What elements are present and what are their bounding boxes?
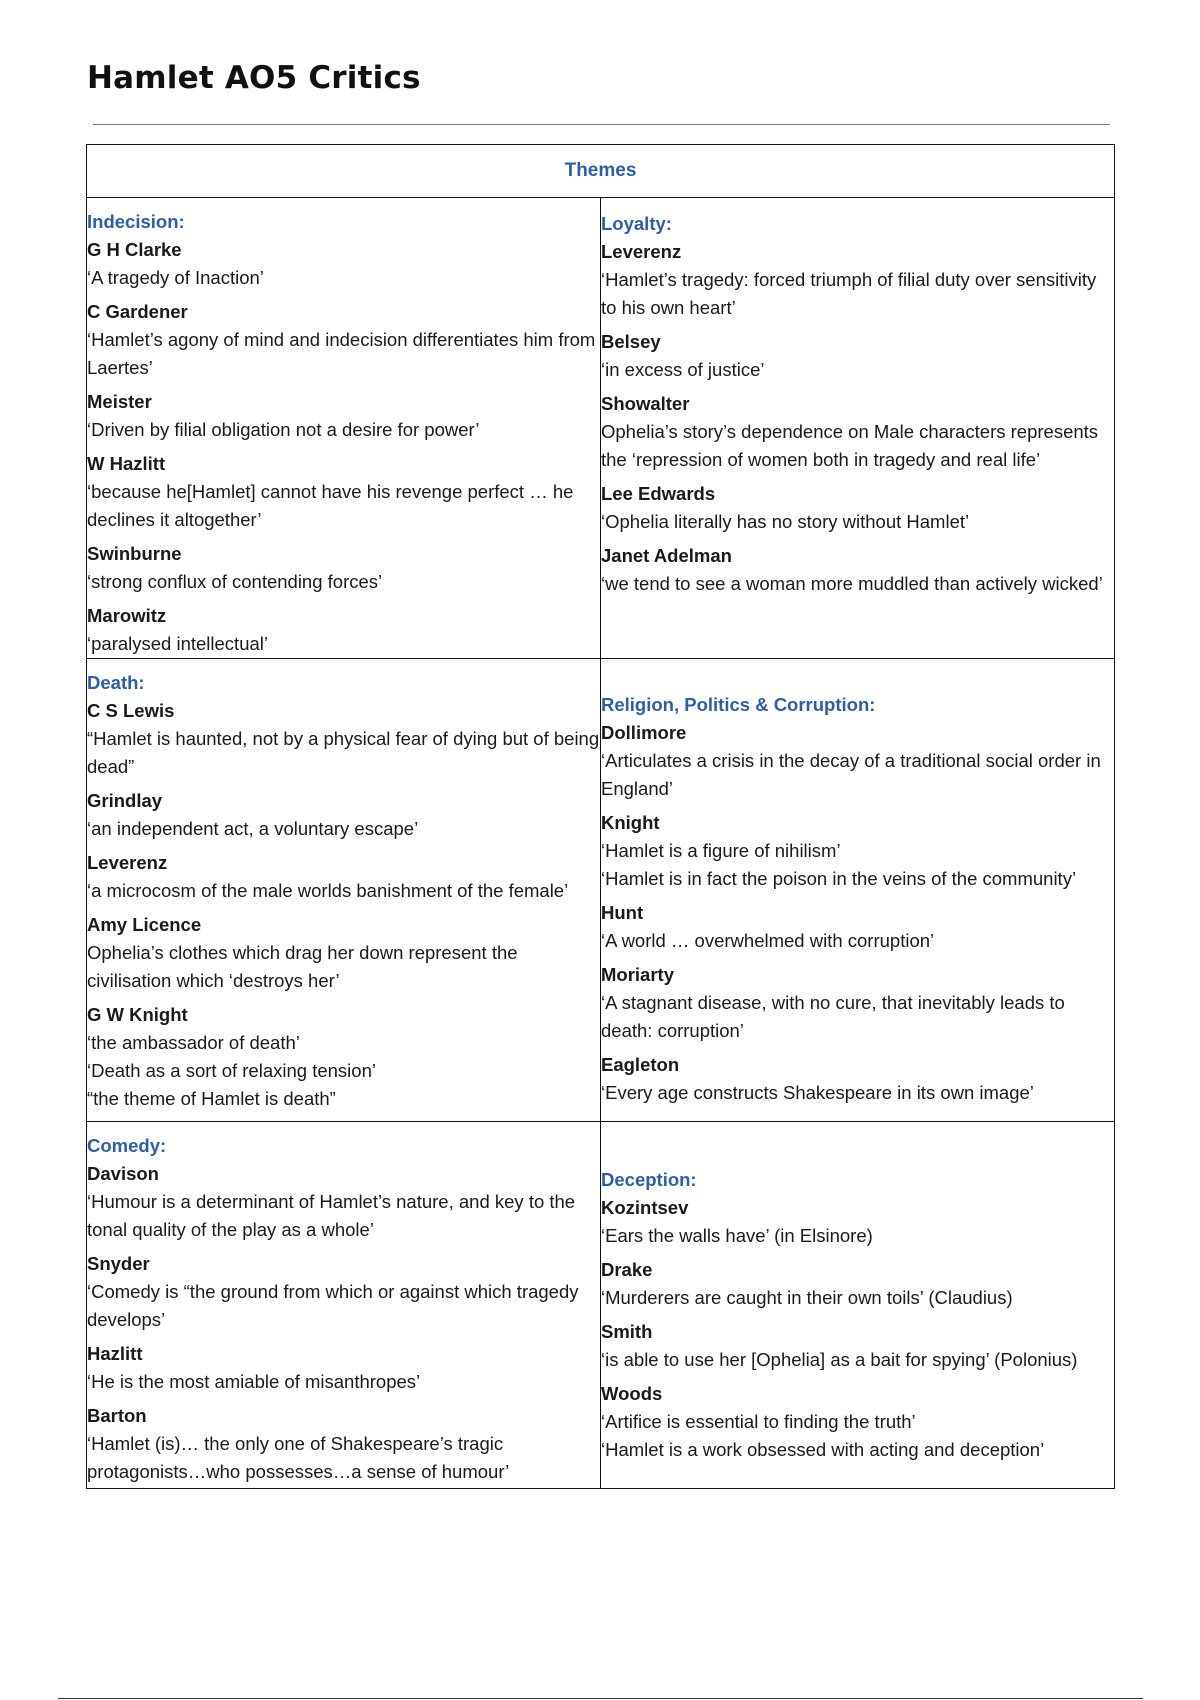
page-title: Hamlet AO5 Critics	[87, 60, 421, 96]
critic-quote: ‘paralysed intellectual’	[87, 633, 268, 654]
theme-cell	[601, 1122, 1115, 1489]
critic-quote: ‘Hamlet (is)… the only one of Shakespeare’s tragic protagonists…who possesses…a sense of humour’	[87, 1433, 510, 1482]
critic-quote: ‘Articulates a crisis in the decay of a traditional social order in England’	[601, 750, 1101, 799]
critic-name: Meister	[87, 391, 152, 412]
critic-quote: ‘Every age constructs Shakespeare in its own image’	[601, 1082, 1034, 1103]
critic-name: W Hazlitt	[87, 453, 166, 474]
critic-quote: ‘a microcosm of the male worlds banishment of the female’	[87, 880, 569, 901]
critic-quote: ‘Hamlet is a figure of nihilism’	[601, 840, 841, 861]
theme-cell	[87, 198, 601, 659]
critic-name: Janet Adelman	[601, 545, 732, 566]
critic-name: Showalter	[601, 393, 690, 414]
critic-name: Barton	[87, 1405, 147, 1426]
critic-quote: ‘Murderers are caught in their own toils’ (Claudius)	[601, 1287, 1013, 1308]
critic-name: G W Knight	[87, 1004, 188, 1025]
critic-name: Marowitz	[87, 605, 167, 626]
critic-quote: Ophelia’s clothes which drag her down represent the civilisation which ‘destroys her’	[87, 942, 518, 991]
critic-quote: ‘Hamlet is in fact the poison in the veins of the community’	[601, 868, 1077, 889]
critic-name: Drake	[601, 1259, 653, 1280]
critic-name: Grindlay	[87, 790, 163, 811]
themes-header: Themes	[87, 145, 1115, 198]
themes-table	[86, 144, 1115, 1489]
critic-name: Knight	[601, 812, 660, 833]
critic-name: Moriarty	[601, 964, 674, 985]
critic-name: Leverenz	[601, 241, 682, 262]
critic-name: C S Lewis	[87, 700, 175, 721]
critic-quote: ‘A stagnant disease, with no cure, that inevitably leads to death: corruption’	[601, 992, 1065, 1041]
critic-quote: ‘in excess of justice’	[601, 359, 765, 380]
critic-name: Dollimore	[601, 722, 687, 743]
critic-name: Leverenz	[87, 852, 168, 873]
critic-name: Swinburne	[87, 543, 182, 564]
critic-quote: “Hamlet is haunted, not by a physical fear of dying but of being dead”	[87, 728, 600, 777]
theme-heading: Deception:	[601, 1169, 697, 1190]
critic-name: Belsey	[601, 331, 661, 352]
critic-name: Amy Licence	[87, 914, 202, 935]
critic-name: Woods	[601, 1383, 663, 1404]
theme-row	[87, 659, 1115, 1122]
critic-quote: ‘is able to use her [Ophelia] as a bait for spying’ (Polonius)	[601, 1349, 1078, 1370]
theme-row	[87, 198, 1115, 659]
critic-quote: ‘Hamlet’s tragedy: forced triumph of filial duty over sensitivity to his own heart’	[601, 269, 1097, 318]
theme-row	[87, 1122, 1115, 1489]
critic-name: Lee Edwards	[601, 483, 716, 504]
critic-quote: “the theme of Hamlet is death”	[87, 1088, 336, 1109]
critic-quote: ‘A tragedy of Inaction’	[87, 267, 264, 288]
title-divider	[93, 124, 1110, 125]
critic-name: Davison	[87, 1163, 159, 1184]
critic-quote: ‘because he[Hamlet] cannot have his revenge perfect … he declines it altogether’	[87, 481, 574, 530]
themes-table-body	[87, 198, 1115, 1489]
critic-name: Eagleton	[601, 1054, 680, 1075]
critic-name: Hunt	[601, 902, 644, 923]
theme-heading: Loyalty:	[601, 213, 672, 234]
theme-heading: Comedy:	[87, 1135, 167, 1156]
theme-cell	[87, 1122, 601, 1489]
critic-name: Hazlitt	[87, 1343, 143, 1364]
theme-heading: Indecision:	[87, 211, 185, 232]
critic-name: C Gardener	[87, 301, 188, 322]
theme-heading: Death:	[87, 672, 145, 693]
critic-quote: ‘Hamlet is a work obsessed with acting and deception’	[601, 1439, 1045, 1460]
critic-name: Snyder	[87, 1253, 150, 1274]
theme-heading: Religion, Politics & Corruption:	[601, 694, 876, 715]
critic-quote: ‘Driven by filial obligation not a desire for power’	[87, 419, 480, 440]
critic-name: Kozintsev	[601, 1197, 689, 1218]
critic-quote: ‘the ambassador of death’	[87, 1032, 300, 1053]
critic-quote: ‘Hamlet’s agony of mind and indecision differentiates him from Laertes’	[87, 329, 596, 378]
theme-cell	[87, 659, 601, 1122]
critic-quote: ‘Artifice is essential to finding the truth’	[601, 1411, 916, 1432]
critic-name: Smith	[601, 1321, 653, 1342]
critic-quote: ‘strong conflux of contending forces’	[87, 571, 383, 592]
footer-divider	[58, 1698, 1143, 1699]
critic-quote: ‘Ears the walls have’ (in Elsinore)	[601, 1225, 873, 1246]
critic-quote: ‘Humour is a determinant of Hamlet’s nature, and key to the tonal quality of the play as a whole’	[87, 1191, 576, 1240]
theme-cell	[601, 198, 1115, 659]
critic-quote: ‘Death as a sort of relaxing tension’	[87, 1060, 376, 1081]
critic-quote: Ophelia’s story’s dependence on Male characters represents the ‘repression of women both in tragedy and real life’	[601, 421, 1099, 470]
critic-quote: ‘an independent act, a voluntary escape’	[87, 818, 419, 839]
critic-quote: ‘Ophelia literally has no story without Hamlet’	[601, 511, 970, 532]
critic-name: G H Clarke	[87, 239, 182, 260]
critic-quote: ‘we tend to see a woman more muddled than actively wicked’	[601, 573, 1103, 594]
theme-cell	[601, 659, 1115, 1122]
critic-quote: ‘He is the most amiable of misanthropes’	[87, 1371, 421, 1392]
critic-quote: ‘Comedy is “the ground from which or against which tragedy develops’	[87, 1281, 579, 1330]
critic-quote: ‘A world … overwhelmed with corruption’	[601, 930, 935, 951]
